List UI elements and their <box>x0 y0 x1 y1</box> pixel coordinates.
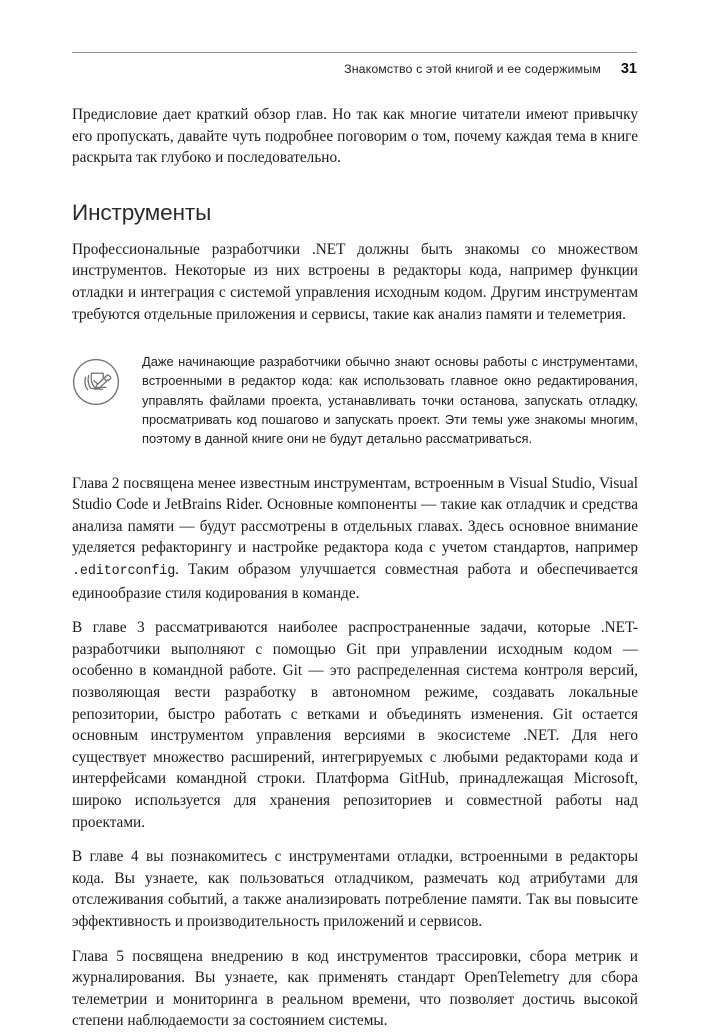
running-header <box>72 52 637 86</box>
paragraph-tools-intro: Профессиональные разработчики .NET должны быть знакомы со множеством инструментов. Некоторые из них встроены в редакторы кода, например функции отладки и интеграция с системой управления исходным кодом. Другим инструментам требуются отдельные приложения и сервисы, такие как анализ памяти и телеметрия. <box>72 240 638 323</box>
running-head-title: Знакомство с этой книгой и ее содержимым <box>344 62 601 76</box>
paragraph-chapter-4: В главе 4 вы познакомитесь с инструментами отладки, встроенными в редакторы кода. Вы узнаете, как пользоваться отладчиком, размечать код атрибутами для отслеживания событий, а также анализировать потребление памяти. Так вы повысите эффективность и производительность приложений и сервисов. <box>72 848 638 930</box>
inline-code-editorconfig: .editorconfig <box>72 564 176 580</box>
paragraph-intro: Предисловие дает краткий обзор глав. Но так как многие читатели имеют привычку его пропускать, давайте чуть подробнее поговорим о том, почему каждая тема в книге раскрыта так глубоко и последовательно. <box>72 106 638 167</box>
paragraph-chapter-5: Глава 5 посвящена внедрению в код инструментов трассировки, сбора метрик и журналирования. Вы узнаете, как применять стандарт OpenTelemetry для сбора телеметрии и мониторинга в реальном времени, что позволяет достичь высокой степени наблюдаемости за состоянием системы. <box>72 947 638 1030</box>
header-content <box>344 61 637 77</box>
paragraph-chapter-2-part2: . Таким образом улучшается совместная работа и обеспечивается единообразие стиля кодирования в команде. <box>72 561 638 602</box>
text-column <box>72 104 638 1032</box>
note-pencil-icon <box>72 358 120 406</box>
header-rule <box>72 52 637 53</box>
note-text: Даже начинающие разработчики обычно знают основы работы с инструментами, встроенными в редактор кода: как использовать главное окно редактирования, управлять файлами проекта, устанавливать точки останова, запускать отладку, просматривать код пошагово и запускать проект. Эти темы уже знакомы многим, поэтому в данной книге они не будут детально рассматриваться. <box>142 354 638 447</box>
paragraph-chapter-2-part1: Глава 2 посвящена менее известным инструментам, встроенным в Visual Studio, Visual Studio Code и JetBrains Rider. Основные компоненты — такие как отладчик и средства анализа памяти — будут рассмотрены в отдельных главах. Здесь основное внимание уделяется рефакторингу и настройке редактора кода с учетом стандартов, например <box>72 474 638 557</box>
paragraph-chapter-3: В главе 3 рассматриваются наиболее распространенные задачи, которые .NET-разработчики выполняют с помощью Git при управлении исходным кодом — особенно в командной работе. Git — это распределенная система контроля версий, позволяющая вести разработку в автономном режиме, создавать локальные репозитории, быстро работать с ветками и объединять изменения. Git остается основным инструментом управления версиями в экосистеме .NET. Для него существует множество расширений, интегрируемых с любыми редакторами кода и интерфейсами командной строки. Платформа GitHub, принадлежащая Microsoft, широко используется для хранения репозиториев и совместной работы над проектами. <box>72 619 638 831</box>
note-callout <box>72 351 638 448</box>
section-heading-tools: Инструменты <box>72 199 212 225</box>
paragraph-chapter-2 <box>72 473 638 605</box>
page-number: 31 <box>620 61 637 77</box>
